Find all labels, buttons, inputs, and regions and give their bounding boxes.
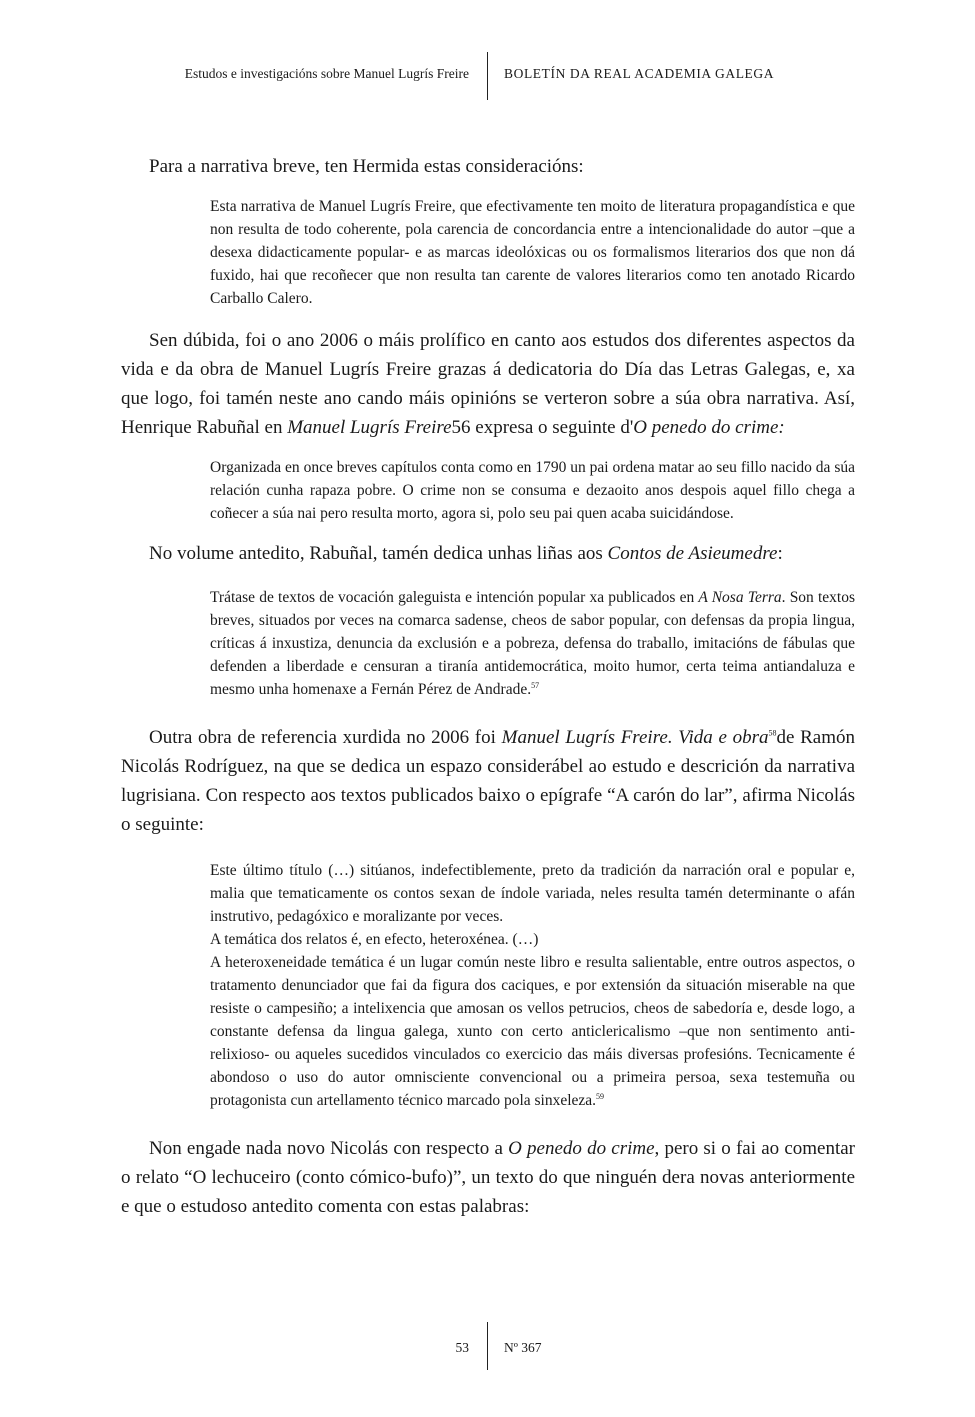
italic-title: Contos de Asieumedre [607,543,778,564]
italic-title: O penedo do crime [508,1138,655,1159]
paragraph-hermida-intro: Para a narrativa breve, ten Hermida estas consideracións: [149,156,584,177]
text-run: Outra obra de referencia xurdida no 2006 foi [149,727,502,748]
footnote-ref: 58 [768,728,777,738]
header-series-title: Estudos e investigacións sobre Manuel Lugrís Freire [184,66,469,81]
block-quote-rabunal-penedo [210,456,855,525]
italic-title: A Nosa Terra [698,589,782,606]
text-run: expresa o seguinte d' [470,417,634,438]
running-footer [0,1322,975,1370]
text-run: Trátase de textos de vocación galeguista e intención popular xa publicados en [210,589,699,606]
issue-number: Nº 367 [504,1340,542,1355]
quote-line: Este último título (…) sitúanos, indefectiblemente, preto da tradición da narración oral e popular e, malia que tematicamente os contos sexan de índole variada, neles resulta tamén determinante o afán instrutivo, pedagóxico e moralizante por veces. [210,862,855,925]
italic-title: Manuel Lugrís Freire [287,417,452,438]
text-run: , pero si o fai ao comentar o relato “O lechuceiro (conto cómico-bufo)”, un texto do que ninguén dera novas anteriormente e que o estudoso antedito comenta con estas palabras: [121,1138,856,1217]
text-run: A heteroxeneidade temática é un lugar común neste libro e resulta salientable, entre outros aspectos, o tratamento denunciador que fai da figura dos caciques, e por extensión da situación miserable na que resiste o campesiño; a intelixencia que amosan os vellos petrucios, cheos de sabedoría e, desde logo, a constante defensa da lingua galega, xunto con certo anticlericalismo –que non sentimento anti-relixioso- ou aqueles sucedidos vinculados co exercicio das máis diversas profesións. Tecnicamente é abondoso o uso do autor omnisciente convencional ou a primeira persoa, sexa testemuña ou protagonista cun artellamento técnico marcado pola sinxeleza. [210,954,855,1109]
paragraph-contos [121,539,855,568]
header-journal-title: BOLETÍN DA REAL ACADEMIA GALEGA [504,66,775,81]
block-quote-nicolas [210,859,855,1112]
text-run: No volume antedito, Rabuñal, tamén dedica unhas liñas aos [149,543,608,564]
quote-text [210,586,855,701]
text-run: : [777,543,783,564]
quote-text: Esta narrativa de Manuel Lugrís Freire, que efectivamente ten moito de literatura propagandística e que non resulta de todo coherente, pola carencia de concordancia entre a intencionalidade do autor –que a desexa didacticamente popular- e as marcas ideolóxicas ou os formalismos literarios dos que non dá fuxido, hai que recoñecer que non resulta tan carente de valores literarios como ten anotado Ricardo Carballo Calero. [210,198,855,307]
text-run: de Ramón Nicolás Rodríguez, na que se dedica un espazo considerábel ao estudo e descrición da narrativa lugrisiana. Con respecto aos textos publicados baixo o epígrafe “A carón do lar”, afirma Nicolás o seguinte: [121,727,856,835]
paragraph-2006-studies [121,326,855,442]
running-header [0,52,975,100]
quote-line: A temática dos relatos é, en efecto, heteroxénea. (…) [210,931,539,948]
block-quote-rabunal-contos [210,586,855,701]
quote-line [210,951,855,1112]
text-run: Sen dúbida, foi o ano 2006 o máis prolífico en canto aos estudos dos diferentes aspectos da vida e da obra de Manuel Lugrís Freire grazas á dedicatoria do Día das Letras Galegas, e, xa que logo, foi tamén neste ano cando máis opinións se verteron sobre a súa obra narrativa. Así, Henrique Rabuñal en [121,330,855,438]
header-divider [487,52,488,100]
page-body [121,152,855,1221]
footer-divider [487,1322,488,1370]
italic-title: O penedo do crime: [633,417,785,438]
italic-title: Manuel Lugrís Freire. Vida e obra [501,727,769,748]
footnote-ref: 59 [596,1091,605,1101]
block-quote-hermida [210,195,855,310]
text-run: . Son textos breves, situados por veces na comarca sadense, cheos de sabor popular, con defensas da propia lingua, críticas á inxustiza, denuncia da exclusión e a pobreza, defensa do traballo, imitacións de fábulas que defenden a liberdade e censuran a tiranía antidemocrática, moito humor, certa teima antiandaluza e mesmo unha homenaxe a Fernán Pérez de Andrade. [210,589,855,698]
text-run: Non engade nada novo Nicolás con respecto a [149,1138,509,1159]
footnote-ref: 56 [451,417,471,438]
quote-text: Organizada en once breves capítulos conta como en 1790 un pai ordena matar ao seu fillo nacido da súa relación cunha rapaza pobre. O crime non se consuma e dezaoito anos despois aquel fillo chega a coñecer a súa nai pero resulta morto, agora si, polo seu pai quen acaba suicidándose. [210,459,855,522]
paragraph-nicolas-intro [121,723,855,839]
paragraph-lechuceiro [121,1134,855,1221]
footnote-ref: 57 [531,680,540,690]
page-number: 53 [455,1340,469,1355]
